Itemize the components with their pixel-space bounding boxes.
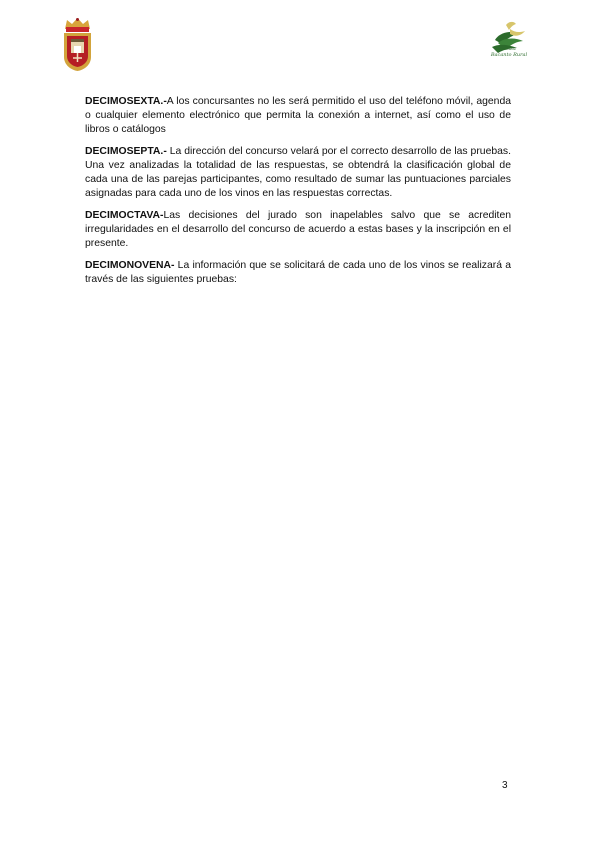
clause-paragraph (85, 95, 511, 137)
clause-heading: DECIMOCTAVA- (85, 210, 164, 221)
clause-paragraph (85, 209, 511, 251)
clause-text: La información que se solicitará de cada uno de los vinos se realizará a través de las siguientes pruebas: (85, 260, 511, 285)
municipal-crest (62, 17, 93, 73)
logo-subtext: asociación (501, 47, 517, 51)
clause-paragraph (85, 145, 511, 201)
bacanto-rural-logo (486, 20, 532, 64)
logo-text: Bacanto Rural (490, 52, 528, 58)
clause-heading: DECIMONOVENA- (85, 260, 175, 271)
clause-text: Las decisiones del jurado son inapelables salvo que se acrediten irregularidades en el desarrollo del concurso de acuerdo a estas bases y la inscripción en el presente. (85, 210, 511, 249)
document-body (85, 95, 511, 295)
clause-heading: DECIMOSEXTA.- (85, 96, 167, 107)
clause-text: La dirección del concurso velará por el correcto desarrollo de las pruebas. Una vez analizadas la totalidad de las respuestas, se obtendrá la clasificación global de cada una de las parejas participantes, como resultado de sumar las puntuaciones parciales asignadas para cada uno de los vinos en las respuestas correctas. (85, 146, 511, 199)
clause-text: A los concursantes no les será permitido el uso del teléfono móvil, agenda o cualquier elemento electrónico que permita la conexión a internet, así como el uso de libros o catálogos (85, 96, 511, 135)
clause-heading: DECIMOSEPTA.- (85, 146, 167, 157)
page-number: 3 (502, 780, 508, 791)
clause-paragraph (85, 259, 511, 287)
